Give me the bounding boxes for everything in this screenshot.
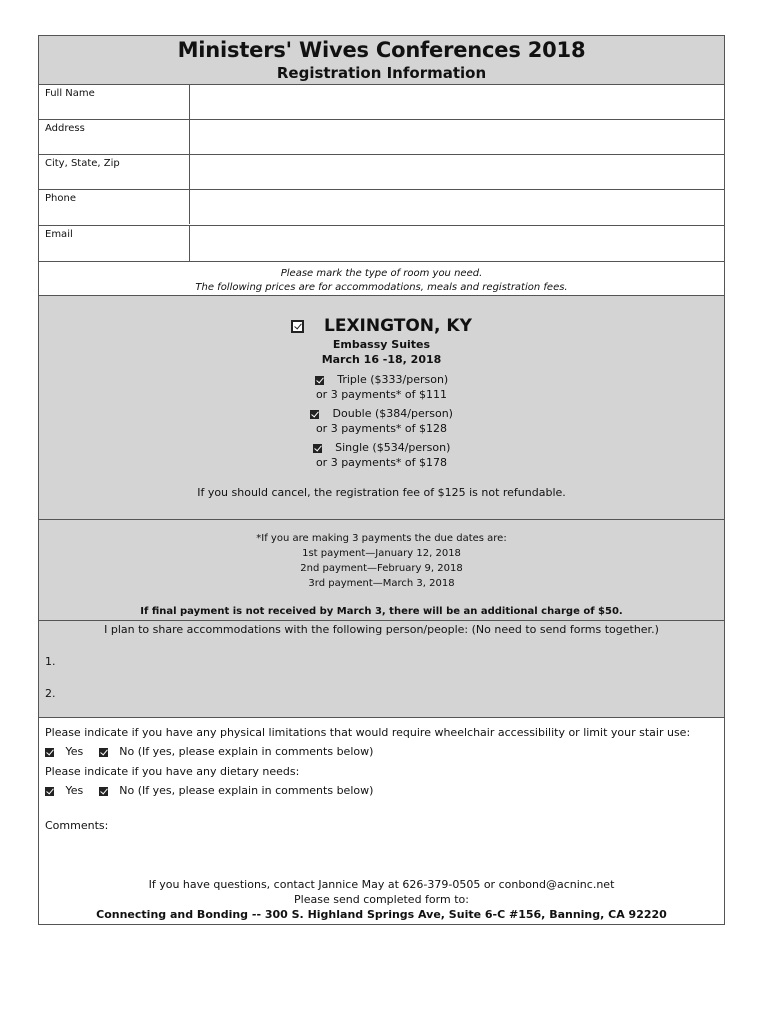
accessibility-question: Please indicate if you have any physical limitations that would require wheelchair accessibility or limit your stair use: (45, 726, 691, 739)
late-payment-note: If final payment is not received by March 3, there will be an additional charge of $50. (140, 606, 623, 617)
dues-intro: *If you are making 3 payments the due dates are: (256, 533, 507, 544)
single-checkbox[interactable] (313, 444, 322, 453)
address-label: Address (45, 123, 85, 134)
hotel-location-line (39, 316, 724, 336)
address-row (39, 119, 724, 154)
phone-label: Phone (45, 193, 76, 204)
accessibility-yes-checkbox[interactable] (45, 748, 54, 757)
accessibility-options (45, 745, 373, 758)
room-note-line2: The following prices are for accommodations, meals and registration fees. (195, 282, 568, 293)
dietary-yes-checkbox[interactable] (45, 787, 54, 796)
phone-row (39, 189, 724, 224)
dietary-yes-label: Yes (65, 784, 84, 797)
form-header (39, 36, 724, 84)
single-payments: or 3 payments* of $178 (315, 456, 448, 469)
roommate-2[interactable]: 2. (45, 687, 56, 700)
hotel-dates: March 16 -18, 2018 (321, 353, 442, 366)
cancel-note: If you should cancel, the registration fee of $125 is not refundable. (197, 486, 566, 499)
hotel-location: LEXINGTON, KY (324, 316, 472, 336)
city-state-zip-label: City, State, Zip (45, 158, 120, 169)
dietary-no-checkbox[interactable] (99, 787, 108, 796)
single-room-option[interactable] (39, 441, 724, 454)
due-dates-section (39, 519, 724, 620)
triple-checkbox[interactable] (315, 376, 324, 385)
email-field[interactable] (189, 226, 724, 261)
comments-field[interactable] (119, 818, 709, 868)
dietary-question: Please indicate if you have any dietary needs: (45, 765, 300, 778)
comments-label: Comments: (45, 819, 109, 832)
city-state-zip-field[interactable] (189, 155, 724, 189)
contact-line: If you have questions, contact Jannice May at 626-379-0505 or conbond@acninc.net (148, 878, 615, 891)
accessibility-no-checkbox[interactable] (99, 748, 108, 757)
dietary-no-label: No (If yes, please explain in comments below) (119, 784, 374, 797)
double-label: Double ($384/person) (332, 407, 453, 420)
double-checkbox[interactable] (310, 410, 319, 419)
full-name-label: Full Name (45, 88, 95, 99)
dietary-options (45, 784, 373, 797)
city-state-zip-row (39, 154, 724, 189)
single-label: Single ($534/person) (335, 441, 451, 454)
double-payments: or 3 payments* of $128 (315, 422, 448, 435)
send-line: Please send completed form to: (294, 893, 469, 906)
form-title: Ministers' Wives Conferences 2018 (177, 38, 586, 62)
additional-info-section (39, 717, 724, 925)
address-field[interactable] (189, 120, 724, 154)
form-subtitle: Registration Information (276, 64, 487, 82)
triple-room-option[interactable] (39, 373, 724, 386)
roommate-1[interactable]: 1. (45, 655, 56, 668)
triple-label: Triple ($333/person) (337, 373, 449, 386)
due-payment-1: 1st payment—January 12, 2018 (302, 548, 461, 559)
full-name-row (39, 84, 724, 119)
accessibility-yes-label: Yes (65, 745, 84, 758)
accessibility-no-label: No (If yes, please explain in comments below) (119, 745, 374, 758)
email-label: Email (45, 229, 73, 240)
due-payment-3: 3rd payment—March 3, 2018 (308, 578, 455, 589)
location-checkbox[interactable] (291, 320, 304, 333)
room-type-note (39, 261, 724, 295)
share-intro: I plan to share accommodations with the following person/people: (No need to send forms together.) (104, 623, 659, 636)
due-payment-2: 2nd payment—February 9, 2018 (300, 563, 463, 574)
room-note-line1: Please mark the type of room you need. (280, 268, 483, 279)
registration-form (38, 35, 725, 925)
mailing-address: Connecting and Bonding -- 300 S. Highland Springs Ave, Suite 6-C #156, Banning, CA 92220 (96, 908, 667, 921)
double-room-option[interactable] (39, 407, 724, 420)
phone-field[interactable] (189, 190, 724, 224)
hotel-name: Embassy Suites (332, 338, 431, 351)
email-row (39, 225, 724, 261)
share-accommodations-section (39, 620, 724, 717)
triple-payments: or 3 payments* of $111 (315, 388, 448, 401)
full-name-field[interactable] (189, 85, 724, 119)
hotel-section (39, 295, 724, 519)
